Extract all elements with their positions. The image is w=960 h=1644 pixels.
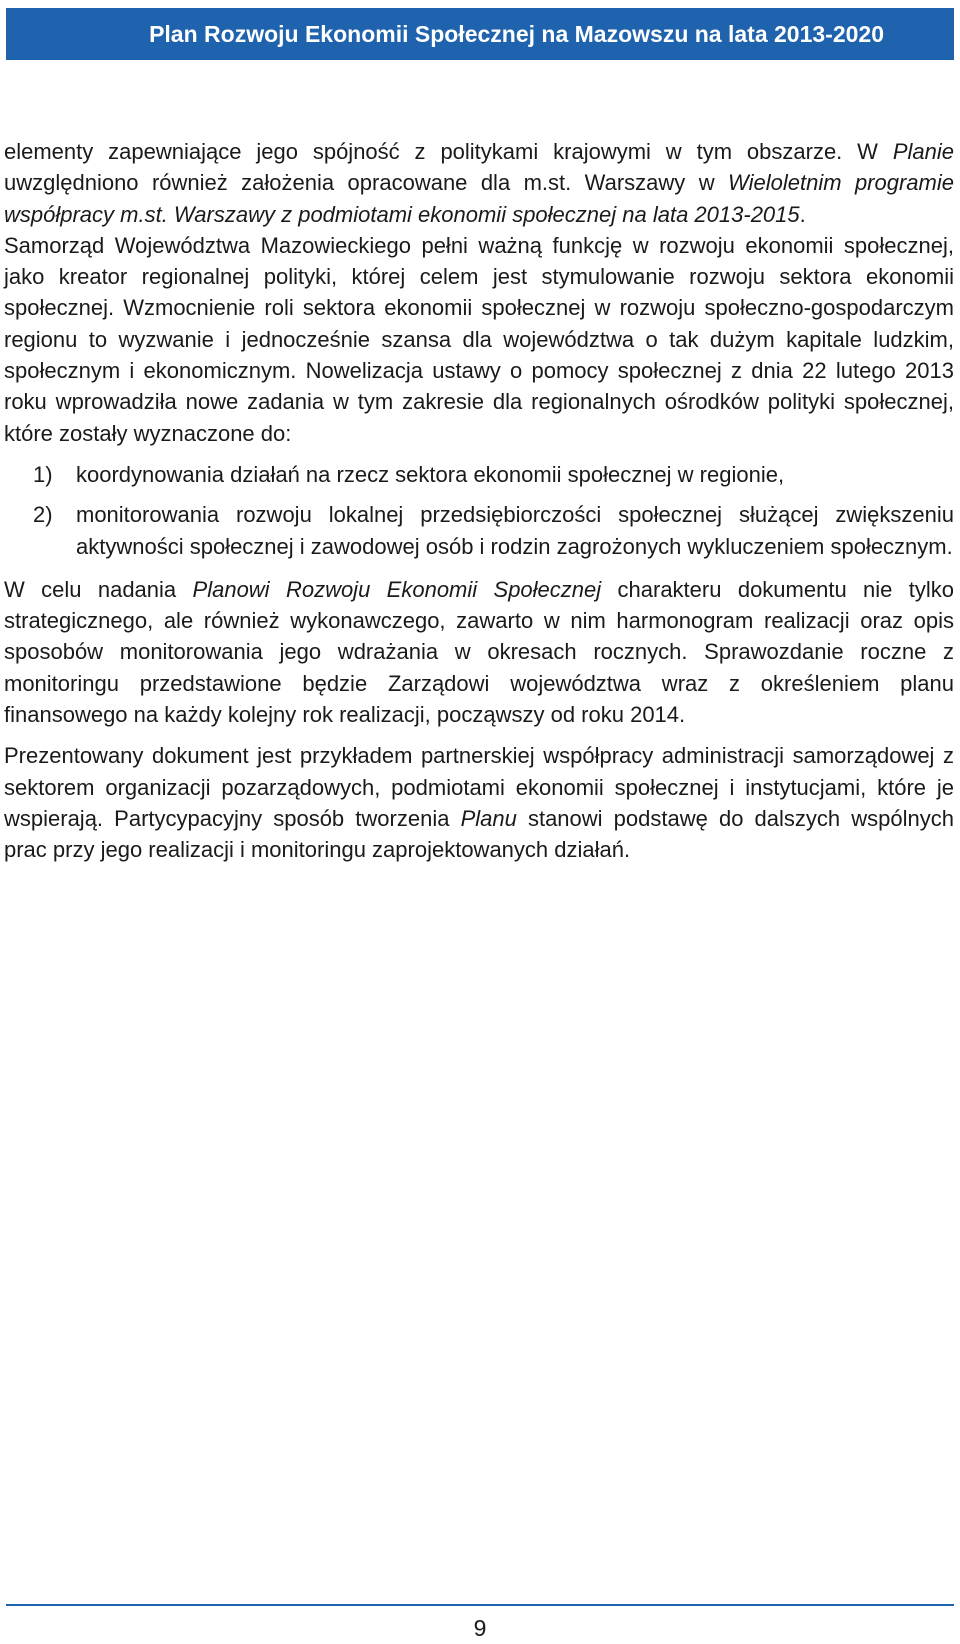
header-title: Plan Rozwoju Ekonomii Społecznej na Mazowszu na lata 2013-2020 <box>149 20 884 47</box>
list-item-number: 1) <box>33 461 53 487</box>
page-number: 9 <box>473 1615 487 1641</box>
page-header <box>6 8 954 60</box>
text-run: elementy zapewniające jego spójność z politykami krajowymi w tym obszarze. W <box>4 139 893 164</box>
list-item-text: monitorowania rozwoju lokalnej przedsiębiorczości społecznej służącej zwiększeniu aktywności społecznej i zawodowej osób i rodzin zagrożonych wykluczeniem społecznym. <box>76 502 954 559</box>
italic-run: Wieloletnim programie współpracy m.st. Warszawy z podmiotami ekonomii społecznej na lata 2013-2015 <box>4 170 954 227</box>
list-item <box>4 499 954 562</box>
list-item <box>4 459 954 490</box>
paragraph-w-celu <box>4 574 954 730</box>
text-run: uwzględniono również założenia opracowane dla m.st. Warszawy w <box>4 170 729 196</box>
numbered-list <box>4 459 954 562</box>
footer-divider <box>6 1604 954 1606</box>
list-item-text: koordynowania działań na rzecz sektora ekonomii społecznej w regionie, <box>76 461 785 487</box>
paragraph-intro <box>4 136 954 230</box>
text-run: charakteru dokumentu nie tylko strategicznego, ale również wykonawczego, zawarto w nim harmonogram realizacji oraz opis sposobów monitorowania jego wdrażania w okresach rocznych. Sprawozdanie roczne z monitoringu przedstawione będzie Zarządowi województwa wraz z określeniem planu finansowego na każdy kolejny rok realizacji, począwszy od roku 2014. <box>4 576 955 728</box>
italic-run: Planie <box>892 139 954 164</box>
list-item-number: 2) <box>33 502 53 528</box>
paragraph-prezentowany <box>4 740 954 865</box>
paragraph-samorzad: Samorząd Województwa Mazowieckiego pełni ważną funkcję w rozwoju ekonomii społecznej, jako kreator regionalnej polityki, której celem jest stymulowanie rozwoju sektora ekonomii społecznej. Wzmocnienie roli sektora ekonomii społecznej w rozwoju społeczno-gospodarczym regionu to wyzwanie i jednocześnie szansa dla województwa o tak dużym kapitale ludzkim, społecznym i ekonomicznym. Nowelizacja ustawy o pomocy społecznej z dnia 22 lutego 2013 roku wprowadziła nowe zadania w tym zakresie dla regionalnych ośrodków polityki społecznej, które zostały wyznaczone do: <box>4 232 954 446</box>
italic-run: Planu <box>460 805 517 831</box>
italic-run: Planowi Rozwoju Ekonomii Społecznej <box>192 576 602 602</box>
text-run: . <box>799 201 806 227</box>
text-run: Prezentowany dokument jest przykładem partnerskiej współpracy administracji samorządowej z sektorem organizacji pozarządowych, podmiotami ekonomii społecznej i instytucjami, które je wspierają. Partycypacyjny sposób tworzenia <box>4 743 954 831</box>
text-run: stanowi podstawę do dalszych wspólnych prac przy jego realizacji i monitoringu zaprojektowanych działań. <box>4 805 954 863</box>
document-body <box>4 136 954 876</box>
text-run: W celu nadania <box>4 576 193 602</box>
